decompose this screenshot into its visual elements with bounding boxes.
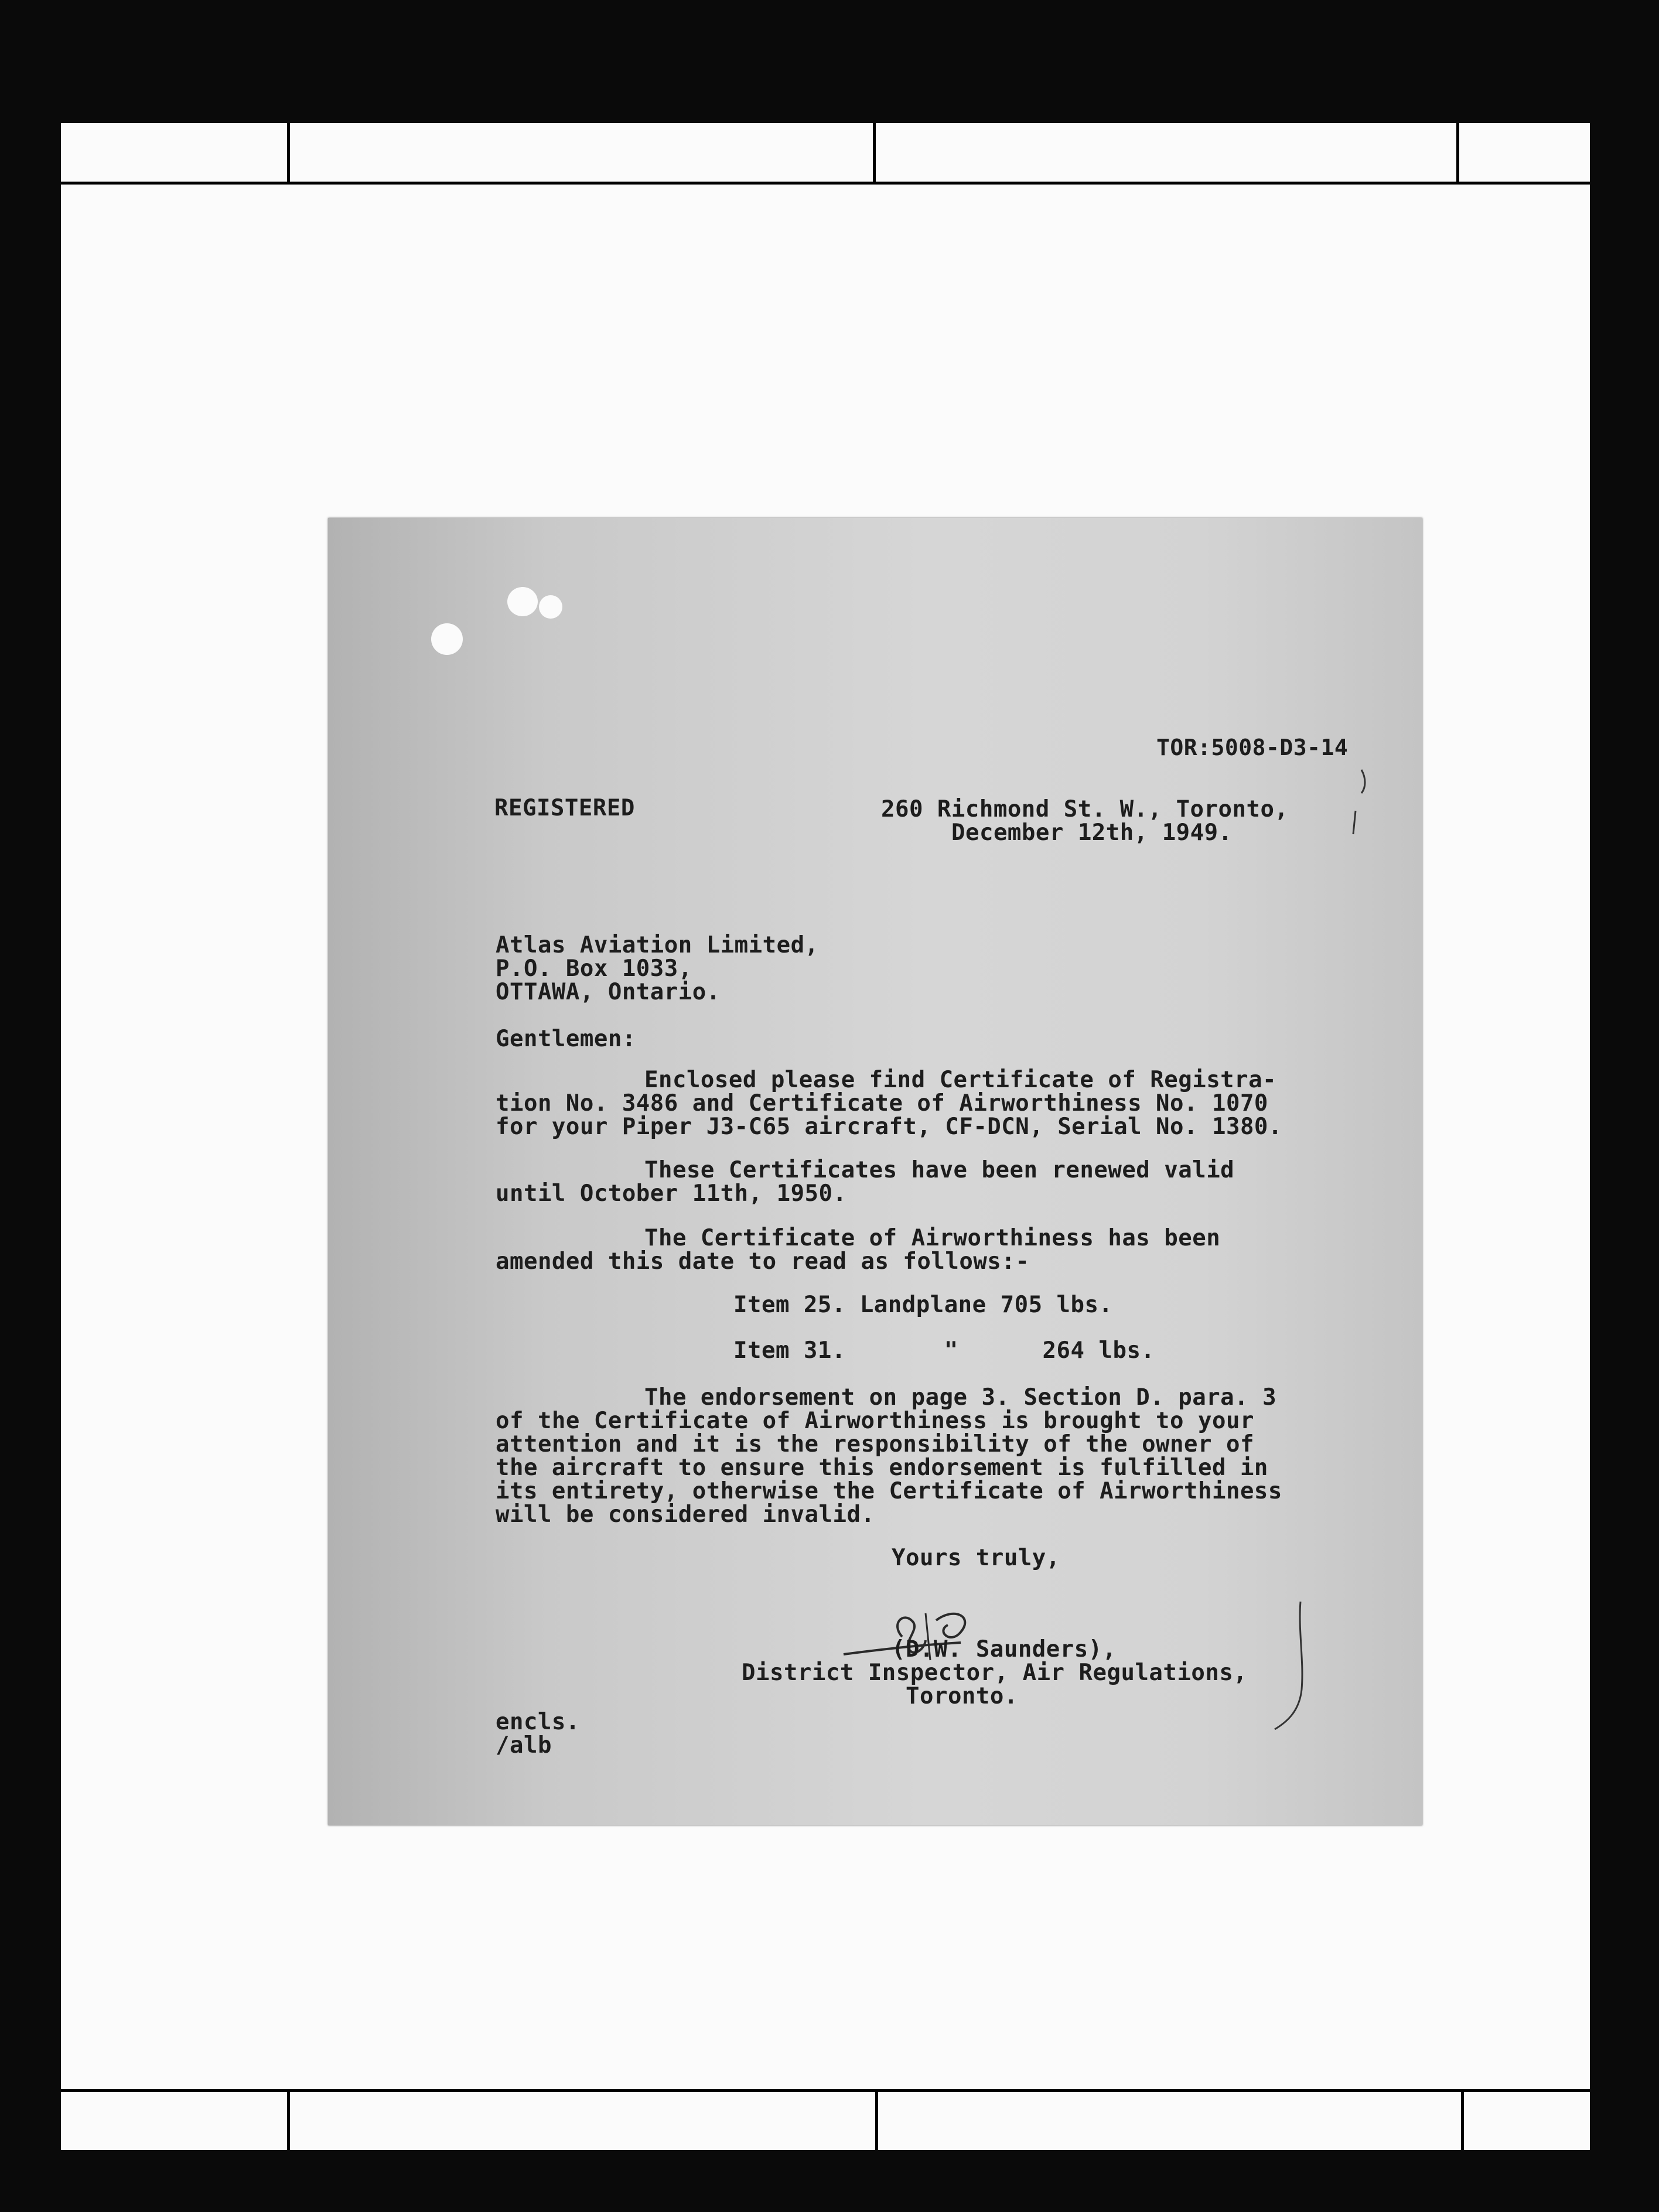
recipient-line: Atlas Aviation Limited,: [496, 932, 819, 958]
top-divider-3: [1456, 123, 1459, 185]
bottom-divider-2: [875, 2089, 878, 2150]
signer-city: Toronto.: [906, 1683, 1018, 1709]
top-divider-2: [873, 123, 876, 185]
body-line: These Certificates have been renewed valid: [644, 1157, 1235, 1183]
punch-hole: [431, 623, 463, 655]
bottom-divider-3: [1461, 2089, 1464, 2150]
body-line: of the Certificate of Airworthiness is brought to your: [496, 1408, 1254, 1434]
closing: Yours truly,: [892, 1545, 1060, 1571]
body-line: the aircraft to ensure this endorsement is fulfilled in: [496, 1455, 1268, 1481]
enclosures-note: encls.: [496, 1709, 580, 1735]
recipient-line: P.O. Box 1033,: [496, 955, 692, 982]
body-line: for your Piper J3-C65 aircraft, CF-DCN, Serial No. 1380.: [496, 1114, 1282, 1140]
letter-date: December 12th, 1949.: [951, 820, 1233, 846]
bottom-divider-1: [287, 2089, 290, 2150]
amended-item: Item 25. Landplane 705 lbs.: [733, 1292, 1113, 1318]
sender-address: 260 Richmond St. W., Toronto,: [881, 796, 1289, 822]
body-line: attention and it is the responsibility of the owner of: [496, 1431, 1254, 1457]
bottom-rule: [61, 2089, 1590, 2092]
file-reference: TOR:5008-D3-14: [1156, 735, 1349, 760]
top-rule: [61, 182, 1590, 185]
body-line: its entirety, otherwise the Certificate of Airworthiness: [496, 1478, 1282, 1504]
pencil-mark-right: [1259, 1596, 1318, 1736]
body-line: Enclosed please find Certificate of Registra-: [644, 1067, 1277, 1093]
registered-label: REGISTERED: [494, 795, 635, 821]
pencil-mark-top: [1345, 764, 1380, 840]
punch-hole: [539, 595, 562, 619]
body-line: The Certificate of Airworthiness has been: [644, 1225, 1221, 1251]
punch-hole: [507, 587, 538, 616]
body-line: until October 11th, 1950.: [496, 1180, 847, 1207]
signer-name: (D.W. Saunders),: [892, 1636, 1117, 1663]
signer-title: District Inspector, Air Regulations,: [742, 1660, 1248, 1686]
body-line: amended this date to read as follows:-: [496, 1248, 1030, 1275]
typist-initials: /alb: [496, 1732, 552, 1759]
amended-item: Item 31. " 264 lbs.: [733, 1337, 1155, 1364]
recipient-line: OTTAWA, Ontario.: [496, 979, 721, 1005]
salutation: Gentlemen:: [496, 1026, 636, 1052]
body-line: will be considered invalid.: [496, 1501, 875, 1528]
letter-sheet: [328, 518, 1422, 1825]
body-line: The endorsement on page 3. Section D. para. 3: [644, 1384, 1277, 1411]
body-line: tion No. 3486 and Certificate of Airworthiness No. 1070: [496, 1090, 1268, 1117]
top-divider-1: [287, 123, 290, 185]
